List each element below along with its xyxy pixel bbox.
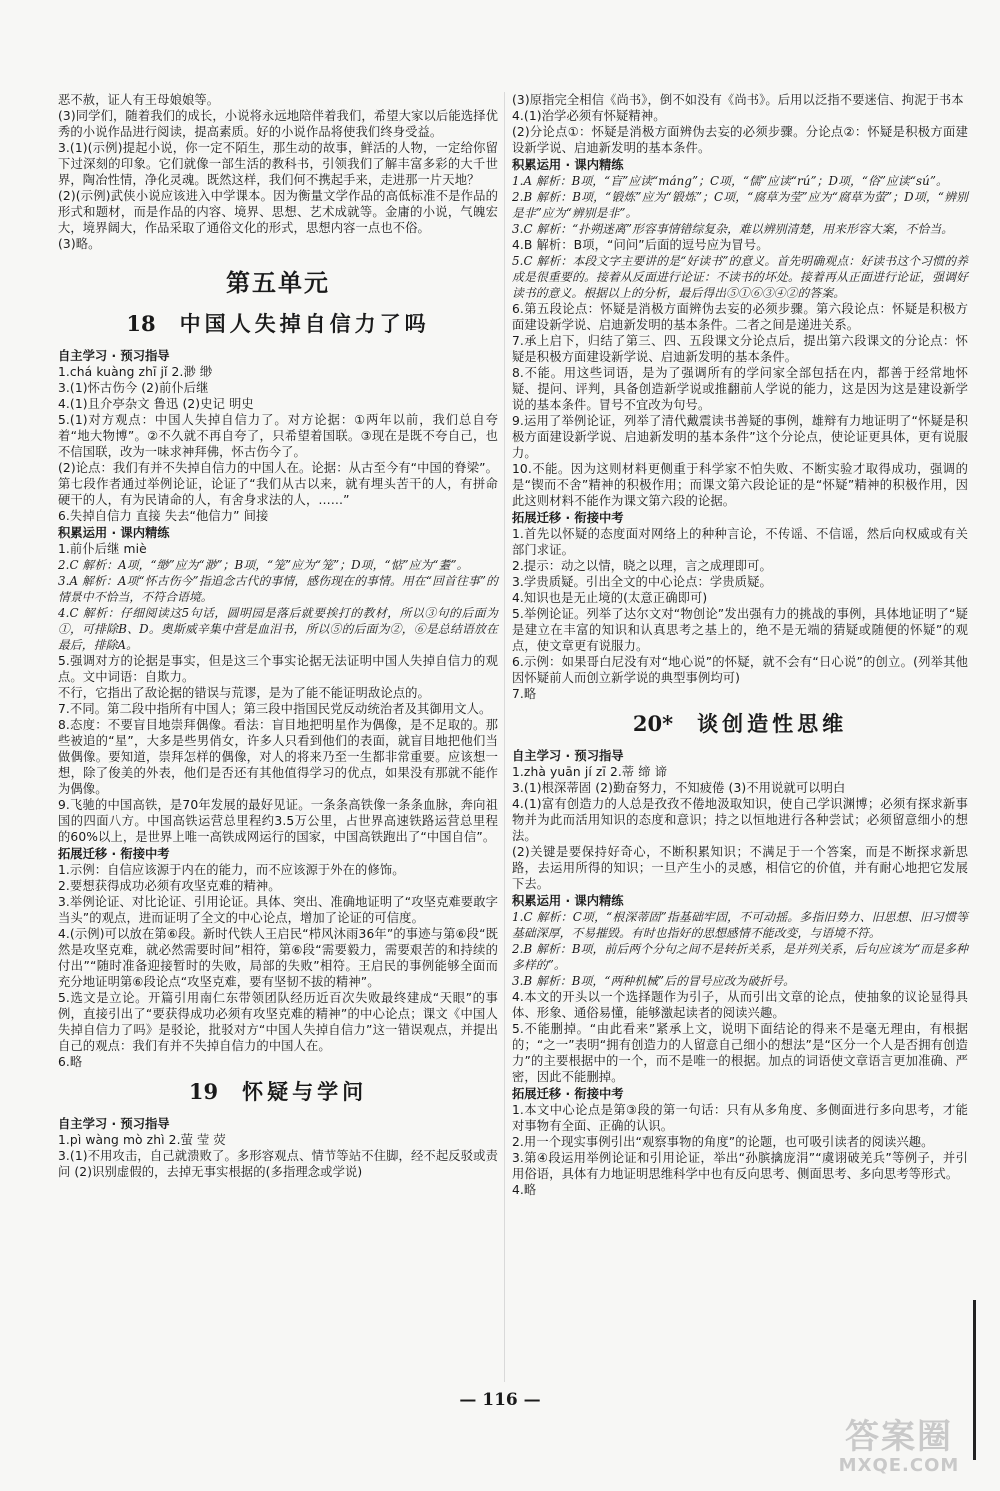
answer-line: 3.(1)怀古伤今 (2)前仆后继: [58, 381, 209, 395]
answer-line: 4.(1)且介亭杂文 鲁迅 (2)史记 明史: [58, 397, 254, 411]
answer-line: 1.C 解析：C项，“根深蒂固”指基础牢固，不可动摇。多指旧势力、旧思想、旧习惯等基础深厚，不易摧毁。有时也指好的思想感情不能改变，与语境不符。: [512, 910, 968, 940]
lesson-20-number: 20*: [632, 711, 674, 736]
section-heading: 拓展迁移 · 衔接中考: [512, 1087, 624, 1101]
answer-line: 5.不能删掉。“由此看来”紧承上文，说明下面结论的得来不是毫无理由，有根据的；“之一”表明“拥有创造力的人留意自己细小的想法”是“区分一个人是否拥有创造力”的主要根据中的一个，而不是唯一的根据。加点的词语使文章语言更加准确、严密，因此不能删掉。: [512, 1022, 968, 1084]
answer-line: 3.(1)根深蒂固 (2)勤奋努力，不知疲倦 (3)不用说就可以明白: [512, 781, 846, 795]
page-number: — 116 —: [459, 1390, 541, 1410]
answer-line: 5.选文是立论。开篇引用南仁东带领团队经历近百次失败最终建成“天眼”的事例，直接引出了“要获得成功必须有攻坚克难的精神”的中心论点；课文《中国人失掉自信力了吗》是驳论，批驳对方“中国人失掉自信力”这一错误观点，并提出自己的观点：我们有并不失掉自信力的中国人在。: [58, 991, 498, 1053]
answer-line: 4.B 解析：B项，“问问”后面的逗号应为冒号。: [512, 238, 769, 252]
answer-line: 4.本文的开头以一个选择题作为引子，从而引出文章的论点，使抽象的议论显得具体、形象、通俗易懂，能够激起读者的阅读兴趣。: [512, 990, 968, 1020]
answer-line: 7.不同。第二段中指所有中国人；第三段中指国民党反动统治者及其御用文人。: [58, 702, 492, 716]
answer-line: (2)(示例)武侠小说应该进入中学课本。因为衡量文学作品的高低标准不是作品的形式和题材，而是作品的内容、境界、思想、艺术成就等。金庸的小说，气魄宏大，境界阔大，作品采取了通俗文化的形式，思想内容一点也不俗。: [58, 189, 498, 235]
lesson-20-section-2: [512, 909, 968, 1085]
answer-line: 3.B 解析：B项，“两种机械”后的冒号应改为破折号。: [512, 974, 796, 988]
answer-line: 4.(1)治学必须有怀疑精神。: [512, 109, 666, 123]
lesson-20-name: 谈创造性思维: [697, 711, 848, 736]
answer-line: 1.zhà yuān jí zī 2.蒂 缔 谛: [512, 765, 668, 779]
answer-line: 2.提示：动之以情，晓之以理，言之成理即可。: [512, 559, 772, 573]
answer-line: (3)原指完全相信《尚书》，倒不如没有《尚书》。后用以泛指不要迷信、拘泥于书本: [512, 93, 964, 107]
unit-title: 第五单元: [226, 268, 330, 297]
lesson-19-name: 怀疑与学问: [242, 1079, 368, 1104]
section-heading: 积累运用 · 课内精练: [512, 158, 624, 172]
watermark-logo: [824, 1418, 974, 1478]
answer-line: 2.C 解析：A项，“缈”应为“渺”；B项，“笼”应为“笼”；D项，“惦”应为“耋”。: [58, 558, 469, 572]
answer-line: 2.B 解析：B项，前后两个分句之间不是转折关系，是并列关系，后句应该为“而是多种多样的”。: [512, 942, 968, 972]
answer-line: (2)关键是要保持好奇心，不断积累知识；不满足于一个答案，而是不断探求新思路，去运用所得的知识；一旦产生小的灵感，相信它的价值，并有耐心地把它发展下去。: [512, 845, 968, 891]
lesson-18-section-2: [58, 541, 498, 845]
answer-line: 3.(1)(示例)提起小说，你一定不陌生，那生动的故事，鲜活的人物，一定给你留下过深刻的印象。它们就像一部生活的教科书，引领我们了解丰富多彩的大千世界，陶冶性情，净化灵魂。既然这样，我们何不携起手来，走进那一片天地？: [58, 141, 498, 187]
answer-line: 1.pì wàng mò zhì 2.萤 莹 荧: [58, 1133, 226, 1147]
lesson-19-section-3: [512, 526, 968, 702]
lesson-19-title: [58, 1078, 498, 1106]
answer-line: 恶不赦，证人有王母娘娘等。: [58, 93, 220, 107]
right-top-text: [512, 92, 968, 156]
answer-line: 3.(1)不用攻击，自己就溃败了。多形容观点、情节等站不住脚，经不起反驳或责问 (2)识别虚假的，去掉无事实根据的(多指理念或学说): [58, 1149, 498, 1179]
answer-line: 6.失掉自信力 直接 失去“他信力” 间接: [58, 509, 269, 523]
answer-line: 1.首先以怀疑的态度面对网络上的种种言论，不传谣、不信谣，然后向权威或有关部门求证。: [512, 527, 968, 557]
answer-line: 4.(1)富有创造力的人总是孜孜不倦地汲取知识，使自己学识渊博；必须有探求新事物并为此而活用知识的态度和意识；持之以恒地进行各种尝试；必须留意细小的想法。: [512, 797, 968, 843]
left-column: [58, 92, 498, 1180]
answer-line: 6.示例：如果哥白尼没有对“地心说”的怀疑，就不会有“日心说”的创立。(列举其他因怀疑前人而创立新学说的典型事例均可): [512, 655, 968, 685]
answer-line: 1.前仆后继 miè: [58, 542, 147, 556]
lesson-20-section-3: [512, 1102, 968, 1198]
answer-line: 10.不能。因为这则材料更侧重于科学家不怕失败、不断实验才取得成功，强调的是“锲而不舍”精神的积极作用；而课文第六段论证的是“怀疑”精神的积极作用，因此这则材料不能作为课文第六段的论据。: [512, 462, 968, 508]
answer-line: 7.略: [512, 687, 537, 701]
answer-line: 3.学贵质疑。引出全文的中心论点：学贵质疑。: [512, 575, 772, 589]
answer-line: 2.B 解析：B项，“锻炼”应为“锻炼”；C项，“腐草为莹”应为“腐草为萤”；D项，“辨别是非”应为“辨别是非”。: [512, 190, 968, 220]
answer-line: 4.(示例)可以放在第⑥段。新时代铁人王启民“栉风沐雨36年”的事迹与第⑥段“既然是攻坚克难，就必然需要时间”相符，第⑥段“需要毅力，需要艰苦的和持续的付出”“随时准备迎接暂时的失败，局部的失败”相符。王启民的事例能够全面而充分地证明第⑥段论点“攻坚克难，要有坚韧不拔的精神”。: [58, 927, 498, 989]
section-heading: 自主学习 · 预习指导: [512, 749, 624, 763]
lesson-18-title: [58, 310, 498, 338]
answer-line: 8.态度：不要盲目地崇拜偶像。看法：盲目地把明星作为偶像，是不足取的。那些被追的“星”，大多是些男俏女，许多人只看到他们的表面，就盲目地把他们当做偶像。要知道，崇拜怎样的偶像，对人的将来乃至一生都非常重要。应该想一想，除了俊美的外表，他们是否还有其他值得学习的优点，如果没有那就不能作为偶像。: [58, 718, 498, 796]
section-heading: 自主学习 · 预习指导: [58, 349, 170, 363]
answer-line: (2)分论点①：怀疑是消极方面辨伪去妄的必须步骤。分论点②：怀疑是积极方面建设新学说、启迪新发明的基本条件。: [512, 125, 968, 155]
lesson-18-number: 18: [126, 311, 156, 336]
answer-line: 5.(1)对方观点：中国人失掉自信力了。对方论据：①两年以前，我们总自夸着“地大物博”。②不久就不再自夸了，只希望着国联。③现在是既不夸自己，也不信国联，改为一味求神拜佛，怀古伤今了。: [58, 413, 498, 459]
answer-line: 3.A 解析：A项“怀古伤今”指追念古代的事情，感伤现在的事情。用在“回首往事”的情景中不恰当，不符合语境。: [58, 574, 498, 604]
answer-line: (3)略。: [58, 237, 101, 251]
right-column: [512, 92, 968, 1198]
answer-line: (2)论点：我们有并不失掉自信力的中国人在。论据：从古至今有“中国的脊梁”。第七段作者通过举例论证，论证了“我们从古以来，就有埋头苦干的人，有拼命硬干的人，有为民请命的人，有舍身求法的人，……”: [58, 461, 498, 507]
lesson-20-section-1: [512, 764, 968, 892]
watermark-domain: MXQE.COM: [838, 1455, 960, 1476]
lesson-19-number: 19: [188, 1079, 219, 1104]
answer-line: 5.强调对方的论据是事实，但是这三个事实论据无法证明中国人失掉自信力的观点。文中词语：自欺力。: [58, 654, 498, 684]
answer-line: 1.本文中心论点是第③段的第一句话：只有从多角度、多侧面进行多向思考，才能对事物有全面、正确的认识。: [512, 1103, 968, 1133]
answer-line: 2.要想获得成功必须有攻坚克难的精神。: [58, 879, 281, 893]
answer-line: 4.略: [512, 1183, 537, 1197]
answer-line: 1.A 解析：B项，“盲”应读“máng”；C项，“儒”应读“rú”；D项，“俗”应读“sú”。: [512, 174, 948, 188]
answer-line: 6.略: [58, 1055, 83, 1069]
answer-line: 3.C 解析：“扑朔迷离”形容事情错综复杂，难以辨别清楚，用来形容大案，不恰当。: [512, 222, 954, 236]
answer-line: 4.知识也是无止境的(太意正确即可): [512, 591, 708, 605]
section-heading: 拓展迁移 · 衔接中考: [58, 847, 170, 861]
answer-line: 1.chá kuàng zhī jǐ 2.渺 缈: [58, 365, 213, 379]
answer-line: 6.第五段论点：怀疑是消极方面辨伪去妄的必须步骤。第六段论点：怀疑是积极方面建设新学说、启迪新发明的基本条件。二者之间是递进关系。: [512, 302, 968, 332]
lesson-18-section-3: [58, 862, 498, 1070]
answer-line: 9.运用了举例论证，列举了清代戴震读书善疑的事例，雄辩有力地证明了“怀疑是积极方面建设新学说、启迪新发明的基本条件”这个分论点，使论证更具体，更有说服力。: [512, 414, 968, 460]
answer-line: 3.举例论证、对比论证、引用论证。具体、突出、准确地证明了“攻坚克难要敢字当头”的观点，进而证明了全文的中心论点，增加了论证的可信度。: [58, 895, 498, 925]
left-top-text: [58, 92, 498, 252]
answer-line: 5.C 解析：本段文字主要讲的是“好读书”的意义。首先明确观点：好读书这个习惯的养成是很重要的。接着从反面进行论证：不读书的坏处。接着再从正面进行论证，强调好读书的意义。根据以上的分析，最后得出⑤①⑥③④②的答案。: [512, 254, 968, 300]
answer-line: 9.飞驰的中国高铁，是70年发展的最好见证。一条条高铁像一条条血脉，奔向祖国的四面八方。中国高铁运营总里程约3.5万公里，占世界高速铁路运营总里程的60%以上，是世界上唯一高铁成网运行的国家，中国高铁跑出了“中国自信”。: [58, 798, 498, 844]
lesson-18-section-1: [58, 364, 498, 524]
answer-line: 1.示例：自信应该源于内在的能力，而不应该源于外在的修饰。: [58, 863, 405, 877]
lesson-19-section-1: [58, 1132, 498, 1180]
answer-line: (3)同学们，随着我们的成长，小说将永远地陪伴着我们，希望大家以后能选择优秀的小说作品进行阅读，提高素质。好的小说作品将使我们终身受益。: [58, 109, 498, 139]
answer-line: 8.不能。用这些词语，是为了强调所有的学问家全部包括在内，都善于经常地怀疑、提问、评判，具备创造新学说或推翻前人学说的能力，这是因为这是建设新学说的基本条件。冒号不宜改为句号。: [512, 366, 968, 412]
watermark-text: 答案圈: [845, 1417, 953, 1457]
lesson-20-title: [512, 710, 968, 738]
answer-line: 5.举例论证。列举了达尔文对“物创论”发出强有力的挑战的事例，具体地证明了“疑是建立在丰富的知识和认真思考之基上的，绝不是无端的猜疑或随便的怀疑”的观点，使文章更有说服力。: [512, 607, 968, 653]
answer-line: 4.C 解析：仔细阅读这5句话，圆明园是落后就要挨打的教材，所以③句的后面为①，可排除B、D。奥斯威辛集中营是血泪书，所以⑤的后面为②，⑥是总结语放在最后，排除A。: [58, 606, 498, 652]
section-heading: 积累运用 · 课内精练: [512, 894, 624, 908]
section-heading: 自主学习 · 预习指导: [58, 1117, 170, 1131]
section-heading: 积累运用 · 课内精练: [58, 526, 170, 540]
column-divider: [504, 92, 505, 1382]
answer-line: 3.第④段运用举例论证和引用论证，举出“孙膑擒庞涓”“虞诩破羌兵”等例子，并引用俗语，具体有力地证明思维科学中也有反向思考、侧面思考、多向思考等形式。: [512, 1151, 968, 1181]
answer-line: 2.用一个现实事例引出“观察事物的角度”的论题，也可吸引读者的阅读兴趣。: [512, 1135, 934, 1149]
lesson-19-section-2: [512, 173, 968, 509]
lesson-18-name: 中国人失掉自信力了吗: [179, 311, 430, 336]
answer-line: 7.承上启下，归结了第三、四、五段课文分论点后，提出第六段课文的分论点：怀疑是积极方面建设新学说、启迪新发明的基本条件。: [512, 334, 968, 364]
section-heading: 拓展迁移 · 衔接中考: [512, 511, 624, 525]
answer-line: 不行，它指出了敌论据的错误与荒谬，是为了能不能证明敌论点的。: [58, 686, 430, 700]
